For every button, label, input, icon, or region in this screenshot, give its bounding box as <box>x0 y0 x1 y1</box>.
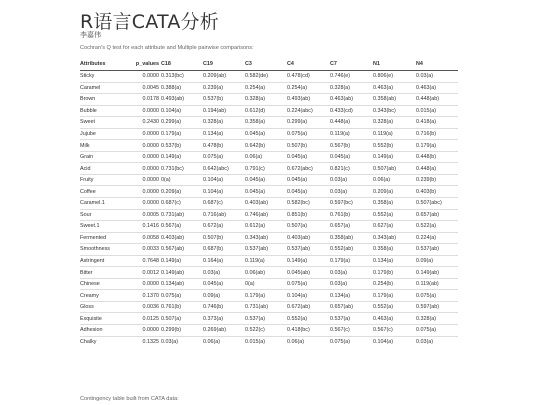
table-row <box>80 336 458 347</box>
p-value-cell: 0.1325 <box>132 336 161 347</box>
table-row <box>80 117 458 129</box>
comparison-cell: 0.746(b) <box>203 301 245 313</box>
comparison-cell: 0.03(a) <box>330 278 373 290</box>
comparison-cell: 0.687(c) <box>203 198 245 210</box>
comparison-cell: 0.09(a) <box>416 255 458 267</box>
attribute-name: Caramel.1 <box>80 198 132 210</box>
comparison-cell: 0.731(ab) <box>245 301 287 313</box>
comparison-cell: 0.328(a) <box>203 117 245 129</box>
comparison-cell: 0.612(d) <box>245 105 287 117</box>
comparison-cell: 0.403(ab) <box>245 198 287 210</box>
author-name: 李嘉伟 <box>80 31 101 39</box>
table-row <box>80 209 458 221</box>
table-body <box>80 71 458 348</box>
table-row <box>80 82 458 94</box>
comparison-cell: 0.075(a) <box>287 278 330 290</box>
comparison-cell: 0.06(ab) <box>245 267 287 279</box>
p-value-cell: 0.0000 <box>132 163 161 175</box>
comparison-cell: 0.672(a) <box>203 221 245 233</box>
comparison-cell: 0.358(ab) <box>330 232 373 244</box>
comparison-cell: 0.134(a) <box>373 255 416 267</box>
p-value-cell: 0.0000 <box>132 186 161 198</box>
comparison-cell: 0.075(a) <box>416 290 458 302</box>
comparison-cell: 0.313(bc) <box>161 71 203 83</box>
table-row <box>80 163 458 175</box>
column-header: C7 <box>330 58 373 71</box>
attribute-name: Fruity <box>80 174 132 186</box>
comparison-cell: 0.134(a) <box>330 290 373 302</box>
comparison-cell: 0.045(a) <box>245 186 287 198</box>
comparison-cell: 0.075(a) <box>161 290 203 302</box>
comparison-cell: 0.269(ab) <box>203 325 245 337</box>
comparison-cell: 0.731(ab) <box>161 209 203 221</box>
p-value-cell: 0.0005 <box>132 209 161 221</box>
comparison-cell: 0.134(ab) <box>161 278 203 290</box>
p-value-cell: 0.0000 <box>132 325 161 337</box>
comparison-cell: 0.552(ab) <box>330 244 373 256</box>
comparison-cell: 0.537(ab) <box>287 244 330 256</box>
comparison-cell: 0.537(ab) <box>416 244 458 256</box>
comparison-cell: 0.358(a) <box>373 198 416 210</box>
footer-caption: Contingency table built from CATA data: <box>80 396 179 402</box>
comparison-cell: 0.373(a) <box>203 313 245 325</box>
table-row <box>80 221 458 233</box>
attribute-name: Bitter <box>80 267 132 279</box>
comparison-cell: 0.612(a) <box>245 221 287 233</box>
comparison-cell: 0.403(ab) <box>287 232 330 244</box>
comparison-cell: 0.657(a) <box>330 221 373 233</box>
table-row <box>80 105 458 117</box>
comparison-cell: 0.582(bc) <box>287 198 330 210</box>
comparison-cell: 0.507(ab) <box>373 163 416 175</box>
table-row <box>80 174 458 186</box>
column-header: N1 <box>373 58 416 71</box>
comparison-cell: 0.507(abc) <box>416 198 458 210</box>
comparison-cell: 0.448(ab) <box>416 94 458 106</box>
comparison-cell: 0.642(abc) <box>203 163 245 175</box>
table-row <box>80 140 458 152</box>
comparison-cell: 0.045(a) <box>287 186 330 198</box>
comparison-cell: 0.194(ab) <box>203 105 245 117</box>
comparison-cell: 0.567(b) <box>330 140 373 152</box>
p-value-cell: 0.7648 <box>132 255 161 267</box>
comparison-cell: 0.507(b) <box>203 232 245 244</box>
comparison-cell: 0.522(a) <box>416 221 458 233</box>
comparison-cell: 0.03(a) <box>330 267 373 279</box>
comparison-cell: 0.761(b) <box>330 209 373 221</box>
p-value-cell: 0.0000 <box>132 140 161 152</box>
comparison-cell: 0.06(a) <box>287 336 330 347</box>
comparison-cell: 0.821(c) <box>330 163 373 175</box>
comparison-cell: 0.716(b) <box>416 128 458 140</box>
comparison-cell: 0.418(bc) <box>287 325 330 337</box>
column-header: N4 <box>416 58 458 71</box>
cochran-q-table <box>80 58 458 347</box>
comparison-cell: 0.015(a) <box>416 105 458 117</box>
attribute-name: Bubble <box>80 105 132 117</box>
comparison-cell: 0.045(a) <box>203 278 245 290</box>
column-header: Attributes <box>80 58 132 71</box>
comparison-cell: 0.343(ab) <box>373 232 416 244</box>
attribute-name: Astringent <box>80 255 132 267</box>
table-caption: Cochran's Q test for each attribute and Multiple pairwise comparisons: <box>80 45 254 51</box>
table-row <box>80 198 458 210</box>
comparison-cell: 0.209(a) <box>161 186 203 198</box>
table-row <box>80 278 458 290</box>
comparison-cell: 0.045(a) <box>330 151 373 163</box>
comparison-cell: 0.119(a) <box>330 128 373 140</box>
comparison-cell: 0.075(a) <box>416 325 458 337</box>
attribute-name: Caramel <box>80 82 132 94</box>
comparison-cell: 0.149(a) <box>373 151 416 163</box>
comparison-cell: 0.448(a) <box>330 117 373 129</box>
attribute-name: Fermented <box>80 232 132 244</box>
comparison-cell: 0.03(a) <box>416 71 458 83</box>
comparison-cell: 0.687(c) <box>161 198 203 210</box>
comparison-cell: 0.149(ab) <box>416 267 458 279</box>
comparison-cell: 0.03(a) <box>416 336 458 347</box>
comparison-cell: 0.657(ab) <box>330 301 373 313</box>
comparison-cell: 0.119(a) <box>373 128 416 140</box>
comparison-cell: 0.224(abc) <box>287 105 330 117</box>
p-value-cell: 0.0000 <box>132 278 161 290</box>
table-row <box>80 71 458 83</box>
comparison-cell: 0.567(c) <box>373 325 416 337</box>
comparison-cell: 0.478(cd) <box>287 71 330 83</box>
comparison-cell: 0.09(a) <box>203 290 245 302</box>
comparison-cell: 0.597(ab) <box>416 301 458 313</box>
comparison-cell: 0.254(b) <box>373 278 416 290</box>
comparison-cell: 0.731(bc) <box>161 163 203 175</box>
comparison-cell: 0.403(ab) <box>161 232 203 244</box>
column-header: p_values <box>132 58 161 71</box>
comparison-cell: 0.179(a) <box>245 290 287 302</box>
comparison-cell: 0.015(a) <box>245 336 287 347</box>
comparison-cell: 0.388(a) <box>161 82 203 94</box>
comparison-cell: 0.463(ab) <box>330 94 373 106</box>
attribute-name: Exquisite <box>80 313 132 325</box>
comparison-cell: 0.179(b) <box>373 267 416 279</box>
table-row <box>80 94 458 106</box>
comparison-cell: 0.104(a) <box>161 105 203 117</box>
p-value-cell: 0.0000 <box>132 174 161 186</box>
comparison-cell: 0.761(b) <box>161 301 203 313</box>
attribute-name: Grain <box>80 151 132 163</box>
comparison-cell: 0.03(a) <box>203 267 245 279</box>
comparison-cell: 0.239(a) <box>203 82 245 94</box>
attribute-name: Sticky <box>80 71 132 83</box>
p-value-cell: 0.0058 <box>132 232 161 244</box>
comparison-cell: 0.239(b) <box>416 174 458 186</box>
comparison-cell: 0.075(a) <box>203 151 245 163</box>
comparison-cell: 0.104(a) <box>203 186 245 198</box>
comparison-cell: 0.104(a) <box>373 336 416 347</box>
comparison-cell: 0.254(a) <box>287 82 330 94</box>
table-row <box>80 290 458 302</box>
comparison-cell: 0(a) <box>245 278 287 290</box>
comparison-cell: 0.104(a) <box>287 290 330 302</box>
table-row <box>80 313 458 325</box>
comparison-cell: 0.582(de) <box>245 71 287 83</box>
comparison-cell: 0.299(a) <box>287 117 330 129</box>
attribute-name: Milk <box>80 140 132 152</box>
comparison-cell: 0.045(a) <box>245 128 287 140</box>
comparison-cell: 0.642(b) <box>245 140 287 152</box>
table-row <box>80 255 458 267</box>
comparison-cell: 0.299(a) <box>161 117 203 129</box>
attribute-name: Chalky <box>80 336 132 347</box>
comparison-cell: 0.552(a) <box>287 313 330 325</box>
comparison-cell: 0.03(a) <box>330 174 373 186</box>
comparison-cell: 0.507(a) <box>161 313 203 325</box>
table-row <box>80 244 458 256</box>
p-value-cell: 0.0000 <box>132 71 161 83</box>
comparison-cell: 0.343(bc) <box>373 105 416 117</box>
p-value-cell: 0.0000 <box>132 105 161 117</box>
comparison-cell: 0.537(a) <box>330 313 373 325</box>
comparison-cell: 0.328(a) <box>330 82 373 94</box>
attribute-name: Acid <box>80 163 132 175</box>
attribute-name: Sweet.1 <box>80 221 132 233</box>
attribute-name: Sweet <box>80 117 132 129</box>
attribute-name: Gloss <box>80 301 132 313</box>
table-row <box>80 186 458 198</box>
comparison-cell: 0.537(b) <box>161 140 203 152</box>
comparison-cell: 0.03(a) <box>161 336 203 347</box>
table-row <box>80 128 458 140</box>
comparison-cell: 0.03(a) <box>330 186 373 198</box>
p-value-cell: 0.0000 <box>132 128 161 140</box>
comparison-cell: 0.149(a) <box>161 255 203 267</box>
attribute-name: Chinese <box>80 278 132 290</box>
p-value-cell: 0.2430 <box>132 117 161 129</box>
comparison-cell: 0.06(a) <box>203 336 245 347</box>
table-row <box>80 325 458 337</box>
comparison-cell: 0.433(cd) <box>330 105 373 117</box>
comparison-cell: 0.149(a) <box>287 255 330 267</box>
comparison-cell: 0.746(ab) <box>245 209 287 221</box>
comparison-cell: 0.493(ab) <box>161 94 203 106</box>
comparison-cell: 0.537(ab) <box>245 244 287 256</box>
comparison-cell: 0.179(a) <box>373 290 416 302</box>
comparison-cell: 0.343(ab) <box>245 232 287 244</box>
comparison-cell: 0.537(a) <box>245 313 287 325</box>
comparison-cell: 0.045(a) <box>245 174 287 186</box>
comparison-cell: 0.716(ab) <box>203 209 245 221</box>
p-value-cell: 0.0125 <box>132 313 161 325</box>
comparison-cell: 0.463(a) <box>373 313 416 325</box>
comparison-cell: 0.328(a) <box>416 313 458 325</box>
p-value-cell: 0.0045 <box>132 82 161 94</box>
attribute-name: Coffee <box>80 186 132 198</box>
comparison-cell: 0.403(b) <box>416 186 458 198</box>
comparison-cell: 0.463(a) <box>416 82 458 94</box>
comparison-cell: 0.358(a) <box>373 244 416 256</box>
comparison-cell: 0.119(ab) <box>416 278 458 290</box>
comparison-cell: 0.104(a) <box>203 174 245 186</box>
comparison-cell: 0.149(a) <box>161 151 203 163</box>
table-row <box>80 232 458 244</box>
comparison-cell: 0.791(c) <box>245 163 287 175</box>
p-value-cell: 0.0036 <box>132 301 161 313</box>
comparison-cell: 0.075(a) <box>330 336 373 347</box>
p-value-cell: 0.0033 <box>132 244 161 256</box>
column-header: C3 <box>245 58 287 71</box>
comparison-cell: 0(a) <box>161 174 203 186</box>
comparison-cell: 0.06(a) <box>373 174 416 186</box>
comparison-cell: 0.851(b) <box>287 209 330 221</box>
attribute-name: Smoothness <box>80 244 132 256</box>
column-header: C19 <box>203 58 245 71</box>
comparison-cell: 0.552(a) <box>373 209 416 221</box>
comparison-cell: 0.075(a) <box>287 128 330 140</box>
comparison-cell: 0.463(a) <box>373 82 416 94</box>
comparison-cell: 0.328(a) <box>373 117 416 129</box>
comparison-cell: 0.134(a) <box>203 128 245 140</box>
comparison-cell: 0.045(a) <box>287 151 330 163</box>
comparison-cell: 0.567(c) <box>330 325 373 337</box>
comparison-cell: 0.224(a) <box>416 232 458 244</box>
table-row <box>80 151 458 163</box>
comparison-cell: 0.552(a) <box>373 301 416 313</box>
comparison-cell: 0.418(a) <box>416 117 458 129</box>
comparison-cell: 0.657(ab) <box>416 209 458 221</box>
comparison-cell: 0.358(a) <box>245 117 287 129</box>
comparison-cell: 0.179(a) <box>330 255 373 267</box>
comparison-cell: 0.746(e) <box>330 71 373 83</box>
p-value-cell: 0.0012 <box>132 267 161 279</box>
comparison-cell: 0.299(b) <box>161 325 203 337</box>
column-header: C4 <box>287 58 330 71</box>
page-title: R语言CATA分析 <box>80 11 219 33</box>
comparison-cell: 0.164(a) <box>203 255 245 267</box>
comparison-cell: 0.06(a) <box>245 151 287 163</box>
p-value-cell: 0.0000 <box>132 198 161 210</box>
table-header-row <box>80 58 458 71</box>
comparison-cell: 0.328(a) <box>245 94 287 106</box>
p-value-cell: 0.0178 <box>132 94 161 106</box>
comparison-cell: 0.045(a) <box>287 174 330 186</box>
attribute-name: Jujube <box>80 128 132 140</box>
comparison-cell: 0.522(c) <box>245 325 287 337</box>
comparison-cell: 0.537(b) <box>203 94 245 106</box>
comparison-cell: 0.045(ab) <box>287 267 330 279</box>
attribute-name: Brown <box>80 94 132 106</box>
attribute-name: Sour <box>80 209 132 221</box>
comparison-cell: 0.179(a) <box>161 128 203 140</box>
comparison-cell: 0.119(a) <box>245 255 287 267</box>
comparison-cell: 0.507(b) <box>287 140 330 152</box>
comparison-cell: 0.687(b) <box>203 244 245 256</box>
comparison-cell: 0.478(b) <box>203 140 245 152</box>
comparison-cell: 0.567(ab) <box>161 244 203 256</box>
comparison-cell: 0.567(a) <box>161 221 203 233</box>
comparison-cell: 0.448(a) <box>416 163 458 175</box>
comparison-cell: 0.254(a) <box>245 82 287 94</box>
comparison-cell: 0.448(b) <box>416 151 458 163</box>
comparison-cell: 0.209(a) <box>373 186 416 198</box>
table-row <box>80 301 458 313</box>
column-header: C18 <box>161 58 203 71</box>
comparison-cell: 0.493(ab) <box>287 94 330 106</box>
comparison-cell: 0.806(e) <box>373 71 416 83</box>
comparison-cell: 0.149(ab) <box>161 267 203 279</box>
p-value-cell: 0.1370 <box>132 290 161 302</box>
comparison-cell: 0.209(ab) <box>203 71 245 83</box>
table-row <box>80 267 458 279</box>
comparison-cell: 0.552(b) <box>373 140 416 152</box>
comparison-cell: 0.358(ab) <box>373 94 416 106</box>
comparison-cell: 0.672(abc) <box>287 163 330 175</box>
comparison-cell: 0.597(bc) <box>330 198 373 210</box>
attribute-name: Creamy <box>80 290 132 302</box>
p-value-cell: 0.0000 <box>132 151 161 163</box>
comparison-cell: 0.627(a) <box>373 221 416 233</box>
comparison-cell: 0.507(a) <box>287 221 330 233</box>
attribute-name: Adhesion <box>80 325 132 337</box>
comparison-cell: 0.179(a) <box>416 140 458 152</box>
p-value-cell: 0.1416 <box>132 221 161 233</box>
comparison-cell: 0.672(ab) <box>287 301 330 313</box>
